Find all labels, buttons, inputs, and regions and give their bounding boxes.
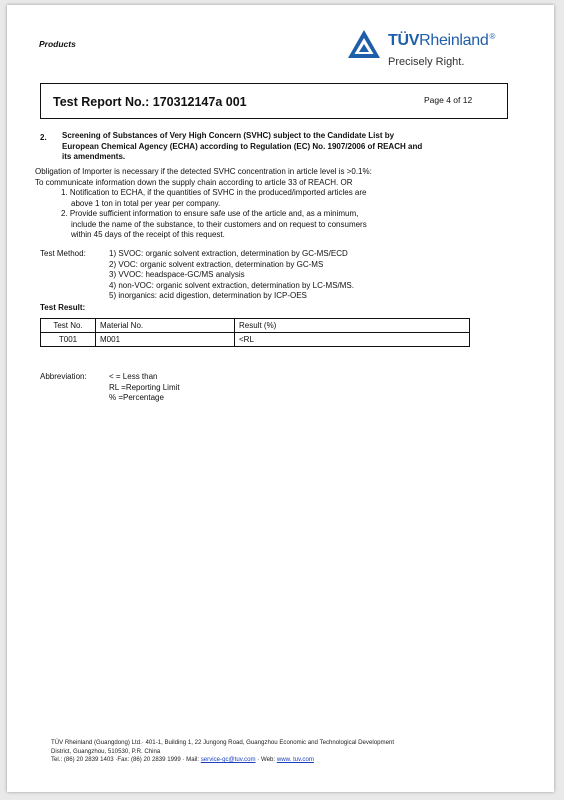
tuv-logo [347, 26, 522, 74]
report-title: Test Report No.: 170312147a 001 [53, 95, 247, 109]
footer-email-link[interactable]: service-gc@tuv.com [200, 756, 256, 763]
abbreviation-item: % =Percentage [109, 393, 164, 402]
obligation-item-line: 2. Provide sufficient information to ensure safe use of the article and, as a minimum, [61, 209, 359, 218]
header-section-label: Products [39, 39, 76, 49]
cell-material-no: M001 [96, 333, 235, 347]
section-title [62, 131, 502, 163]
obligation-item-line: within 45 days of the receipt of this request. [71, 230, 225, 239]
table-row [41, 333, 470, 347]
obligation-item-line: include the name of the substance, to their customers and on request to consumers [71, 219, 367, 229]
test-method-item: 2) VOC: organic solvent extraction, determination by GC-MS [109, 259, 324, 269]
brand-name-part1: TÜV [388, 32, 420, 49]
abbreviation-item: RL =Reporting Limit [109, 382, 180, 392]
section-title-line: Screening of Substances of Very High Concern (SVHC) subject to the Candidate List by [62, 131, 395, 140]
obligation-line: Obligation of Importer is necessary if the detected SVHC concentration in article level is >0.1%: [35, 167, 372, 176]
registered-mark: ® [489, 32, 496, 41]
test-method-label: Test Method: [40, 249, 86, 258]
section-number: 2. [40, 133, 47, 142]
header-cell-material-no: Material No. [96, 319, 235, 333]
abbreviation-label: Abbreviation: [40, 372, 87, 381]
brand-tagline: Precisely Right. [388, 56, 465, 68]
report-header-box [40, 83, 508, 119]
cell-result: <RL [235, 333, 470, 347]
section-title-line: its amendments. [62, 152, 126, 161]
test-method-list [109, 249, 354, 302]
abbreviation-list [109, 372, 180, 404]
document-page [7, 5, 554, 792]
footer-address-line: District, Guangzhou, 510530, P.R. China [51, 747, 161, 755]
brand-name-part2: Rheinland [419, 32, 489, 49]
test-method-item: 1) SVOC: organic solvent extraction, determination by GC-MS/ECD [109, 249, 348, 258]
footer-web-link[interactable]: www. tuv.com [276, 756, 314, 763]
header-cell-test-no: Test No. [41, 319, 96, 333]
page-number: Page 4 of 12 [424, 95, 473, 105]
footer-web-label: · Web: [255, 756, 277, 763]
obligation-item-line: above 1 ton in total per year per company. [71, 198, 221, 208]
test-method-item: 4) non-VOC: organic solvent extraction, determination by LC-MS/MS. [109, 280, 354, 290]
tuv-triangle-icon [347, 29, 381, 59]
page-footer [51, 739, 394, 765]
footer-address-line: TÜV Rheinland (Guangdong) Ltd.· 401-1, Building 1, 22 Jungong Road, Guangzhou Economic and Technological Development [51, 739, 395, 746]
test-method-item: 5) inorganics: acid digestion, determination by ICP-OES [109, 291, 307, 300]
table-header-row [41, 319, 470, 333]
obligation-item-2 [35, 209, 372, 241]
test-result-label: Test Result: [40, 303, 86, 312]
obligation-line: To communicate information down the supply chain according to article 33 of REACH. OR [35, 177, 353, 187]
test-result-table [40, 318, 470, 347]
footer-phone-fax: Tel.: (86) 20 2839 1403 ·Fax: (86) 20 2839 1999 · Mail: [51, 756, 201, 763]
brand-name [388, 32, 495, 50]
test-method-item: 3) VVOC: headspace-GC/MS analysis [109, 270, 245, 279]
section-title-line: European Chemical Agency (ECHA) according to Regulation (EC) No. 1907/2006 of REACH and [62, 141, 423, 151]
header-cell-result: Result (%) [235, 319, 470, 333]
obligation-item-line: 1. Notification to ECHA, if the quantities of SVHC in the produced/imported articles are [61, 188, 367, 197]
cell-test-no: T001 [41, 333, 96, 347]
abbreviation-item: < = Less than [109, 372, 158, 381]
obligation-text [35, 167, 372, 241]
obligation-item-1 [35, 188, 372, 209]
footer-contact-line [51, 756, 394, 765]
